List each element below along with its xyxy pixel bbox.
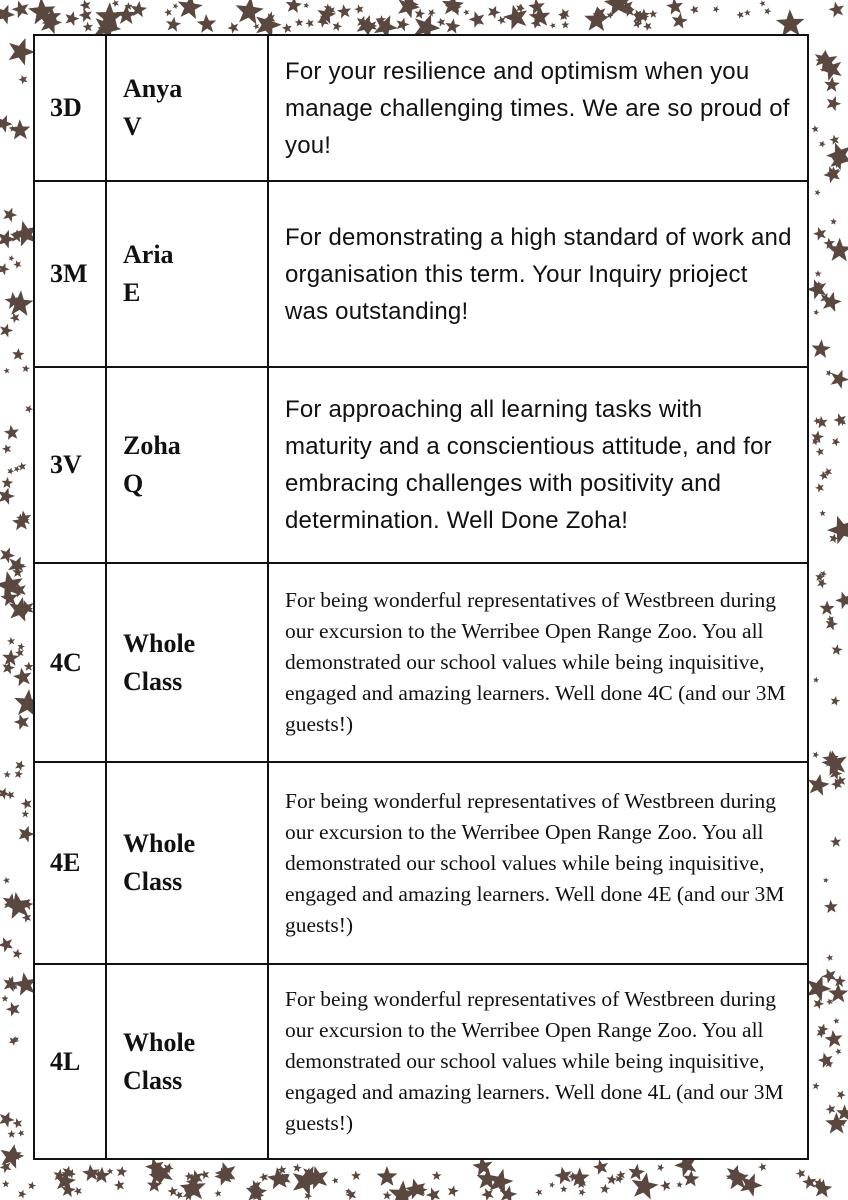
star-icon [17, 1130, 24, 1137]
star-icon [828, 983, 848, 1002]
star-icon [3, 877, 10, 884]
awards-table [33, 34, 809, 1160]
star-icon [823, 877, 829, 883]
student-name-line2: E [123, 278, 141, 307]
student-name-line1: Zoha [123, 431, 181, 460]
award-row [34, 964, 808, 1159]
student-name [106, 367, 268, 563]
star-icon [377, 1166, 398, 1186]
award-row [34, 181, 808, 367]
star-icon [826, 998, 833, 1005]
class-code: 3V [34, 367, 106, 563]
star-icon [293, 1164, 302, 1173]
star-icon [131, 1, 148, 17]
student-name [106, 964, 268, 1159]
star-icon [0, 324, 13, 338]
star-icon [166, 17, 181, 32]
award-message: For demonstrating a high standard of work and organisation this term. Your Inquiry prioject was outstanding! [268, 181, 808, 367]
star-icon [813, 227, 826, 241]
star-icon [7, 468, 14, 475]
star-icon [9, 255, 15, 261]
star-icon [396, 18, 409, 32]
star-icon [816, 448, 824, 457]
class-code: 4C [34, 563, 106, 762]
star-icon [13, 668, 32, 687]
star-icon [834, 413, 846, 426]
star-icon [833, 1018, 839, 1024]
star-icon [0, 937, 13, 952]
star-icon [826, 954, 833, 961]
star-icon [3, 976, 19, 992]
star-icon [829, 2, 845, 18]
star-icon [415, 9, 426, 19]
star-icon [168, 1186, 178, 1196]
star-icon [74, 1187, 82, 1196]
star-icon [354, 5, 363, 14]
student-name [106, 762, 268, 964]
star-icon [426, 1188, 440, 1200]
star-icon [815, 270, 822, 277]
star-icon [830, 135, 840, 145]
star-icon [12, 348, 24, 360]
star-icon [442, 0, 464, 16]
star-icon [488, 6, 501, 19]
star-icon [822, 969, 837, 984]
star-icon [2, 477, 14, 489]
class-code: 4E [34, 762, 106, 964]
star-icon [200, 1170, 209, 1180]
star-icon [259, 1173, 268, 1182]
star-icon [813, 752, 820, 759]
star-icon [173, 3, 179, 9]
star-icon [831, 696, 841, 706]
student-name-line1: Whole [123, 1027, 196, 1057]
award-row [34, 367, 808, 563]
star-icon [7, 1130, 15, 1138]
award-row [34, 35, 808, 181]
star-icon [3, 208, 17, 223]
star-icon [561, 21, 569, 29]
award-message: For being wonderful representatives of Westbreen during our excursion to the Werribee Open Range Zoo. You all demonstrated our school values while being inquisitive, engaged and amazing learners. Well done 4L (and our 3M guests!) [268, 964, 808, 1159]
star-icon [815, 483, 824, 492]
star-icon [796, 1169, 806, 1179]
star-icon [834, 975, 846, 987]
star-icon [579, 1189, 586, 1197]
star-icon [643, 22, 652, 31]
star-icon [4, 771, 11, 778]
star-icon [6, 791, 15, 800]
star-icon [83, 22, 93, 32]
star-icon [22, 810, 30, 818]
student-name [106, 563, 268, 762]
star-icon [560, 1185, 567, 1192]
star-icon [554, 1167, 572, 1185]
star-icon [815, 189, 821, 195]
class-code: 3M [34, 181, 106, 367]
star-icon [649, 10, 658, 18]
star-icon [713, 6, 720, 13]
star-icon [826, 618, 838, 631]
star-icon [116, 1166, 127, 1177]
student-name-line1: Whole [123, 628, 196, 658]
star-icon [802, 1175, 816, 1189]
award-message: For being wonderful representatives of Westbreen during our excursion to the Werribee Open Range Zoo. You all demonstrated our school values while being inquisitive, engaged and amazing learners. Well done 4E (and our 3M guests!) [268, 762, 808, 964]
star-icon [736, 11, 743, 19]
star-icon [28, 1182, 36, 1190]
star-icon [332, 1177, 339, 1184]
student-name-line1: Aria [123, 240, 174, 269]
star-icon [813, 998, 824, 1009]
star-icon [528, 0, 545, 15]
award-row [34, 762, 808, 964]
star-icon [337, 4, 351, 18]
star-icon [690, 5, 699, 14]
star-icon [282, 23, 292, 33]
star-icon [628, 1164, 645, 1181]
star-icon [0, 5, 15, 25]
star-icon [214, 1190, 221, 1197]
star-icon [2, 649, 19, 666]
star-icon [383, 1191, 392, 1200]
student-name [106, 181, 268, 367]
star-icon [824, 77, 840, 92]
star-icon [15, 770, 24, 779]
star-icon [600, 1184, 610, 1194]
student-name-line2: V [123, 112, 142, 141]
star-icon [65, 11, 79, 26]
star-icon [660, 1180, 671, 1191]
star-icon [12, 1, 29, 19]
star-icon [112, 0, 119, 7]
star-icon [819, 141, 826, 148]
star-icon [25, 405, 33, 413]
star-icon [824, 900, 838, 913]
star-icon [432, 1171, 442, 1180]
star-icon [813, 309, 819, 315]
star-icon [819, 510, 826, 516]
star-icon [817, 579, 827, 589]
star-icon [826, 370, 833, 377]
student-name-line2: Class [123, 867, 183, 896]
star-icon [9, 38, 35, 66]
star-icon [830, 218, 837, 225]
star-icon [17, 643, 25, 651]
star-icon [445, 19, 460, 34]
star-icon [175, 1191, 183, 1199]
star-icon [463, 9, 469, 15]
star-icon [351, 1171, 361, 1181]
star-icon [12, 1118, 22, 1128]
star-icon [832, 438, 841, 447]
star-icon [827, 516, 848, 544]
star-icon [826, 143, 848, 169]
star-icon [305, 19, 314, 28]
star-icon [584, 7, 609, 31]
award-message: For your resilience and optimism when you manage challenging times. We are so proud of you! [268, 35, 808, 181]
star-icon [304, 2, 310, 8]
student-name-line2: Class [123, 1065, 183, 1095]
star-icon [0, 488, 15, 505]
star-icon [2, 1180, 10, 1187]
star-icon [825, 1030, 843, 1048]
star-icon [549, 1182, 555, 1188]
class-code: 3D [34, 35, 106, 181]
star-icon [428, 9, 436, 17]
star-icon [164, 8, 172, 16]
star-icon [819, 601, 834, 616]
student-name [106, 35, 268, 181]
star-icon [2, 444, 11, 454]
star-icon [607, 1174, 618, 1185]
star-icon [764, 8, 771, 15]
star-icon [811, 125, 819, 133]
star-icon [823, 166, 840, 183]
star-icon [18, 75, 27, 85]
star-icon [6, 1002, 20, 1017]
star-icon [657, 1164, 664, 1172]
star-icon [827, 96, 842, 111]
star-icon [437, 18, 446, 27]
star-icon [826, 1104, 836, 1114]
star-icon [227, 22, 238, 34]
star-icon [1, 995, 8, 1002]
student-name-line1: Whole [123, 829, 196, 858]
star-icon [776, 9, 804, 36]
star-icon [812, 339, 831, 358]
star-icon [666, 0, 683, 15]
award-message: For being wonderful representatives of Westbreen during our excursion to the Werribee Open Range Zoo. You all demonstrated our school values while being inquisitive, engaged and amazing learners. Well done 4C (and our 3M guests!) [268, 563, 808, 762]
star-icon [632, 1173, 659, 1200]
star-icon [21, 798, 32, 809]
star-icon [758, 1163, 766, 1172]
award-message: For approaching all learning tasks with maturity and a conscientious attitude, and for embracing challenges with positivity and determination. Well Done Zoha! [268, 367, 808, 563]
star-icon [550, 23, 556, 29]
star-icon [0, 1112, 15, 1128]
student-name-line2: Q [123, 469, 144, 498]
star-icon [0, 788, 10, 800]
star-icon [286, 0, 302, 13]
star-icon [535, 1189, 542, 1196]
star-icon [18, 1190, 27, 1199]
star-icon [13, 949, 23, 959]
class-code: 4L [34, 964, 106, 1159]
star-icon [10, 313, 20, 323]
star-icon [80, 0, 91, 11]
star-icon [831, 370, 848, 389]
star-icon [832, 644, 843, 655]
star-icon [813, 677, 819, 683]
star-icon [22, 365, 30, 373]
star-icon [830, 836, 841, 847]
star-icon [7, 637, 15, 645]
star-icon [448, 1185, 459, 1196]
star-icon [197, 14, 216, 33]
star-icon [593, 1159, 608, 1175]
star-icon [178, 0, 203, 19]
star-icon [481, 1188, 494, 1200]
star-icon [114, 1180, 125, 1191]
star-icon [835, 592, 848, 610]
star-icon [759, 0, 765, 7]
star-icon [837, 1090, 846, 1099]
star-icon [815, 416, 827, 428]
student-name-line2: Class [123, 666, 183, 696]
star-icon [4, 425, 19, 440]
star-icon [79, 8, 92, 22]
star-icon [0, 230, 16, 249]
star-icon [93, 1167, 110, 1183]
star-icon [835, 1048, 842, 1055]
star-icon [812, 1082, 819, 1089]
star-icon [333, 21, 343, 31]
star-icon [15, 760, 25, 771]
star-icon [0, 263, 10, 275]
star-icon [0, 115, 13, 133]
award-row [34, 563, 808, 762]
student-name-line1: Anya [123, 74, 183, 103]
star-icon [295, 18, 304, 26]
star-icon [8, 557, 27, 576]
star-icon [14, 714, 29, 730]
star-icon [13, 260, 21, 268]
star-icon [4, 368, 10, 374]
star-icon [808, 774, 830, 796]
star-icon [744, 9, 751, 16]
star-icon [672, 13, 688, 29]
star-icon [676, 1181, 683, 1188]
